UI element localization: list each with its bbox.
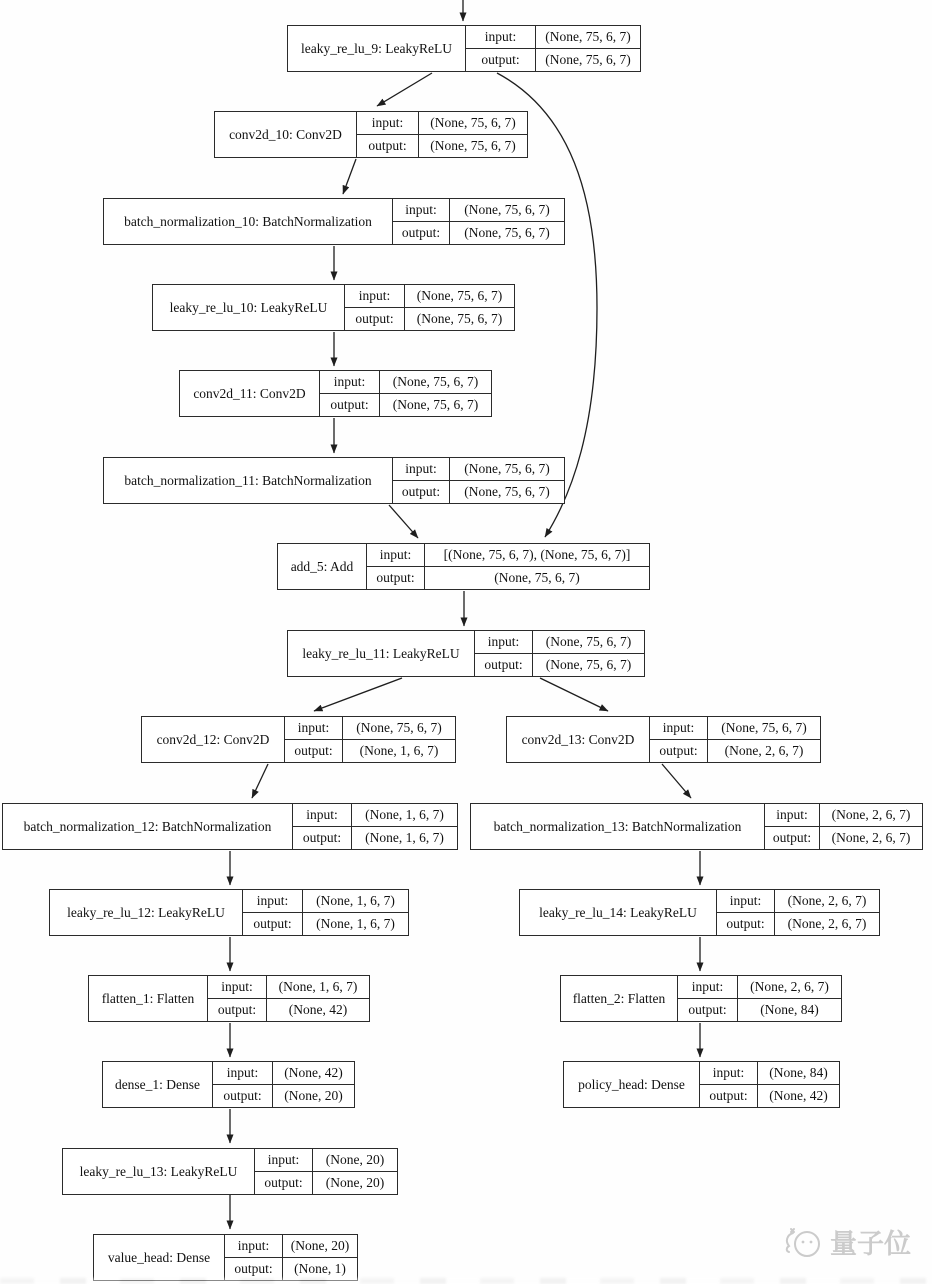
layer-name: conv2d_13: Conv2D <box>507 717 650 762</box>
output-label: output: <box>765 827 820 850</box>
output-label: output: <box>393 481 450 504</box>
output-label: output: <box>345 308 405 331</box>
output-label: output: <box>208 999 267 1022</box>
output-shape: (None, 2, 6, 7) <box>831 829 911 845</box>
input-label: input: <box>225 1235 283 1258</box>
output-label: output: <box>213 1085 273 1108</box>
watermark-text: 量子位 <box>830 1229 911 1259</box>
qbitai-logo-icon <box>783 1223 825 1261</box>
input-label: input: <box>678 976 738 999</box>
layer-node-batch_normalization_11 <box>103 457 565 504</box>
output-shape: (None, 1, 6, 7) <box>359 742 439 758</box>
output-shape: (None, 75, 6, 7) <box>464 224 550 240</box>
input-shape: (None, 2, 6, 7) <box>738 976 841 999</box>
layer-name: batch_normalization_13: BatchNormalization <box>471 804 765 849</box>
layer-name: value_head: Dense <box>94 1235 225 1280</box>
output-shape: (None, 75, 6, 7) <box>392 396 479 412</box>
output-shape: (None, 75, 6, 7) <box>545 656 632 672</box>
layer-node-value_head <box>93 1234 358 1281</box>
output-shape: (None, 2, 6, 7) <box>724 742 804 758</box>
input-shape: (None, 75, 6, 7) <box>708 717 820 740</box>
input-shape: (None, 1, 6, 7) <box>267 976 369 999</box>
output-shape: (None, 75, 6, 7) <box>430 137 516 153</box>
layer-node-leaky_re_lu_10 <box>152 284 515 331</box>
input-label: input: <box>466 26 536 49</box>
output-shape: (None, 20) <box>325 1174 385 1190</box>
input-shape: (None, 75, 6, 7) <box>343 717 455 740</box>
output-label: output: <box>700 1085 758 1108</box>
input-label: input: <box>393 458 450 481</box>
input-label: input: <box>285 717 343 740</box>
layer-name: batch_normalization_10: BatchNormalization <box>104 199 393 244</box>
layer-node-leaky_re_lu_12 <box>49 889 409 936</box>
output-label: output: <box>320 394 380 417</box>
layer-name: policy_head: Dense <box>564 1062 700 1107</box>
output-label: output: <box>393 222 450 245</box>
input-shape: (None, 75, 6, 7) <box>419 112 527 135</box>
output-label: output: <box>243 913 303 936</box>
layer-name: conv2d_11: Conv2D <box>180 371 320 416</box>
edge-conv2d_13-batch_normalization_13 <box>662 764 691 798</box>
input-label: input: <box>345 285 405 308</box>
layer-name: leaky_re_lu_11: LeakyReLU <box>288 631 475 676</box>
output-shape: (None, 75, 6, 7) <box>545 51 631 67</box>
input-label: input: <box>717 890 775 913</box>
layer-name: leaky_re_lu_13: LeakyReLU <box>63 1149 255 1194</box>
output-shape: (None, 84) <box>760 1001 819 1017</box>
layer-node-conv2d_12 <box>141 716 456 763</box>
input-shape: (None, 75, 6, 7) <box>450 199 564 222</box>
input-shape: (None, 75, 6, 7) <box>450 458 564 481</box>
input-shape: (None, 42) <box>273 1062 354 1085</box>
layer-name: batch_normalization_11: BatchNormalization <box>104 458 393 503</box>
watermark-qbitai <box>783 1222 911 1261</box>
output-shape: (None, 42) <box>769 1087 828 1103</box>
layer-node-conv2d_11 <box>179 370 492 417</box>
output-label: output: <box>255 1172 313 1195</box>
layer-node-flatten_1 <box>88 975 370 1022</box>
layer-name: leaky_re_lu_9: LeakyReLU <box>288 26 466 71</box>
input-label: input: <box>213 1062 273 1085</box>
edge-leaky_re_lu_9-conv2d_10 <box>377 73 432 106</box>
output-label: output: <box>225 1258 283 1281</box>
input-shape: (None, 20) <box>283 1235 357 1258</box>
layer-name: add_5: Add <box>278 544 367 589</box>
edge-leaky_re_lu_11-conv2d_13 <box>540 678 608 711</box>
input-label: input: <box>700 1062 758 1085</box>
layer-node-leaky_re_lu_11 <box>287 630 645 677</box>
output-label: output: <box>650 740 708 763</box>
output-shape: (None, 20) <box>284 1087 343 1103</box>
output-shape: (None, 1, 6, 7) <box>365 829 444 845</box>
bottom-crop-smudge <box>0 1278 932 1284</box>
input-shape: [(None, 75, 6, 7), (None, 75, 6, 7)] <box>425 544 649 567</box>
layer-node-conv2d_10 <box>214 111 528 158</box>
layer-node-batch_normalization_12 <box>2 803 458 850</box>
layer-node-flatten_2 <box>560 975 842 1022</box>
layer-name: leaky_re_lu_10: LeakyReLU <box>153 285 345 330</box>
input-shape: (None, 2, 6, 7) <box>820 804 922 827</box>
input-label: input: <box>208 976 267 999</box>
input-label: input: <box>475 631 533 654</box>
input-shape: (None, 20) <box>313 1149 397 1172</box>
input-label: input: <box>393 199 450 222</box>
input-label: input: <box>357 112 419 135</box>
layer-name: flatten_1: Flatten <box>89 976 208 1021</box>
output-shape: (None, 2, 6, 7) <box>787 915 867 931</box>
output-label: output: <box>678 999 738 1022</box>
input-label: input: <box>650 717 708 740</box>
input-shape: (None, 1, 6, 7) <box>352 804 457 827</box>
layer-node-batch_normalization_10 <box>103 198 565 245</box>
output-label: output: <box>293 827 352 850</box>
input-label: input: <box>243 890 303 913</box>
layer-node-dense_1 <box>102 1061 355 1108</box>
input-label: input: <box>320 371 380 394</box>
edge-conv2d_10-batch_normalization_10 <box>343 159 356 194</box>
output-label: output: <box>475 654 533 677</box>
input-shape: (None, 75, 6, 7) <box>536 26 640 49</box>
layer-name: conv2d_10: Conv2D <box>215 112 357 157</box>
layer-name: dense_1: Dense <box>103 1062 213 1107</box>
output-shape: (None, 1) <box>294 1260 346 1276</box>
layer-node-batch_normalization_13 <box>470 803 923 850</box>
layer-name: flatten_2: Flatten <box>561 976 678 1021</box>
input-shape: (None, 1, 6, 7) <box>303 890 408 913</box>
layer-node-policy_head <box>563 1061 840 1108</box>
layer-node-add_5 <box>277 543 650 590</box>
input-label: input: <box>293 804 352 827</box>
layer-node-leaky_re_lu_13 <box>62 1148 398 1195</box>
layer-name: leaky_re_lu_12: LeakyReLU <box>50 890 243 935</box>
output-shape: (None, 75, 6, 7) <box>464 483 550 499</box>
output-label: output: <box>285 740 343 763</box>
layer-name: conv2d_12: Conv2D <box>142 717 285 762</box>
output-label: output: <box>367 567 425 590</box>
input-label: input: <box>765 804 820 827</box>
input-shape: (None, 75, 6, 7) <box>405 285 514 308</box>
output-shape: (None, 1, 6, 7) <box>316 915 395 931</box>
layer-node-conv2d_13 <box>506 716 821 763</box>
edge-leaky_re_lu_11-conv2d_12 <box>314 678 402 711</box>
output-label: output: <box>717 913 775 936</box>
layer-node-leaky_re_lu_9 <box>287 25 641 72</box>
output-label: output: <box>357 135 419 158</box>
input-label: input: <box>367 544 425 567</box>
output-label: output: <box>466 49 536 72</box>
output-shape: (None, 75, 6, 7) <box>416 310 503 326</box>
input-shape: (None, 2, 6, 7) <box>775 890 879 913</box>
edge-conv2d_12-batch_normalization_12 <box>252 764 268 798</box>
input-shape: (None, 75, 6, 7) <box>533 631 644 654</box>
input-shape: (None, 84) <box>758 1062 839 1085</box>
output-shape: (None, 42) <box>288 1001 348 1017</box>
input-shape: (None, 75, 6, 7) <box>380 371 491 394</box>
layer-name: leaky_re_lu_14: LeakyReLU <box>520 890 717 935</box>
layer-node-leaky_re_lu_14 <box>519 889 880 936</box>
edge-batch_normalization_11-add_5 <box>389 505 418 538</box>
input-label: input: <box>255 1149 313 1172</box>
output-shape: (None, 75, 6, 7) <box>494 569 580 585</box>
layer-name: batch_normalization_12: BatchNormalization <box>3 804 293 849</box>
